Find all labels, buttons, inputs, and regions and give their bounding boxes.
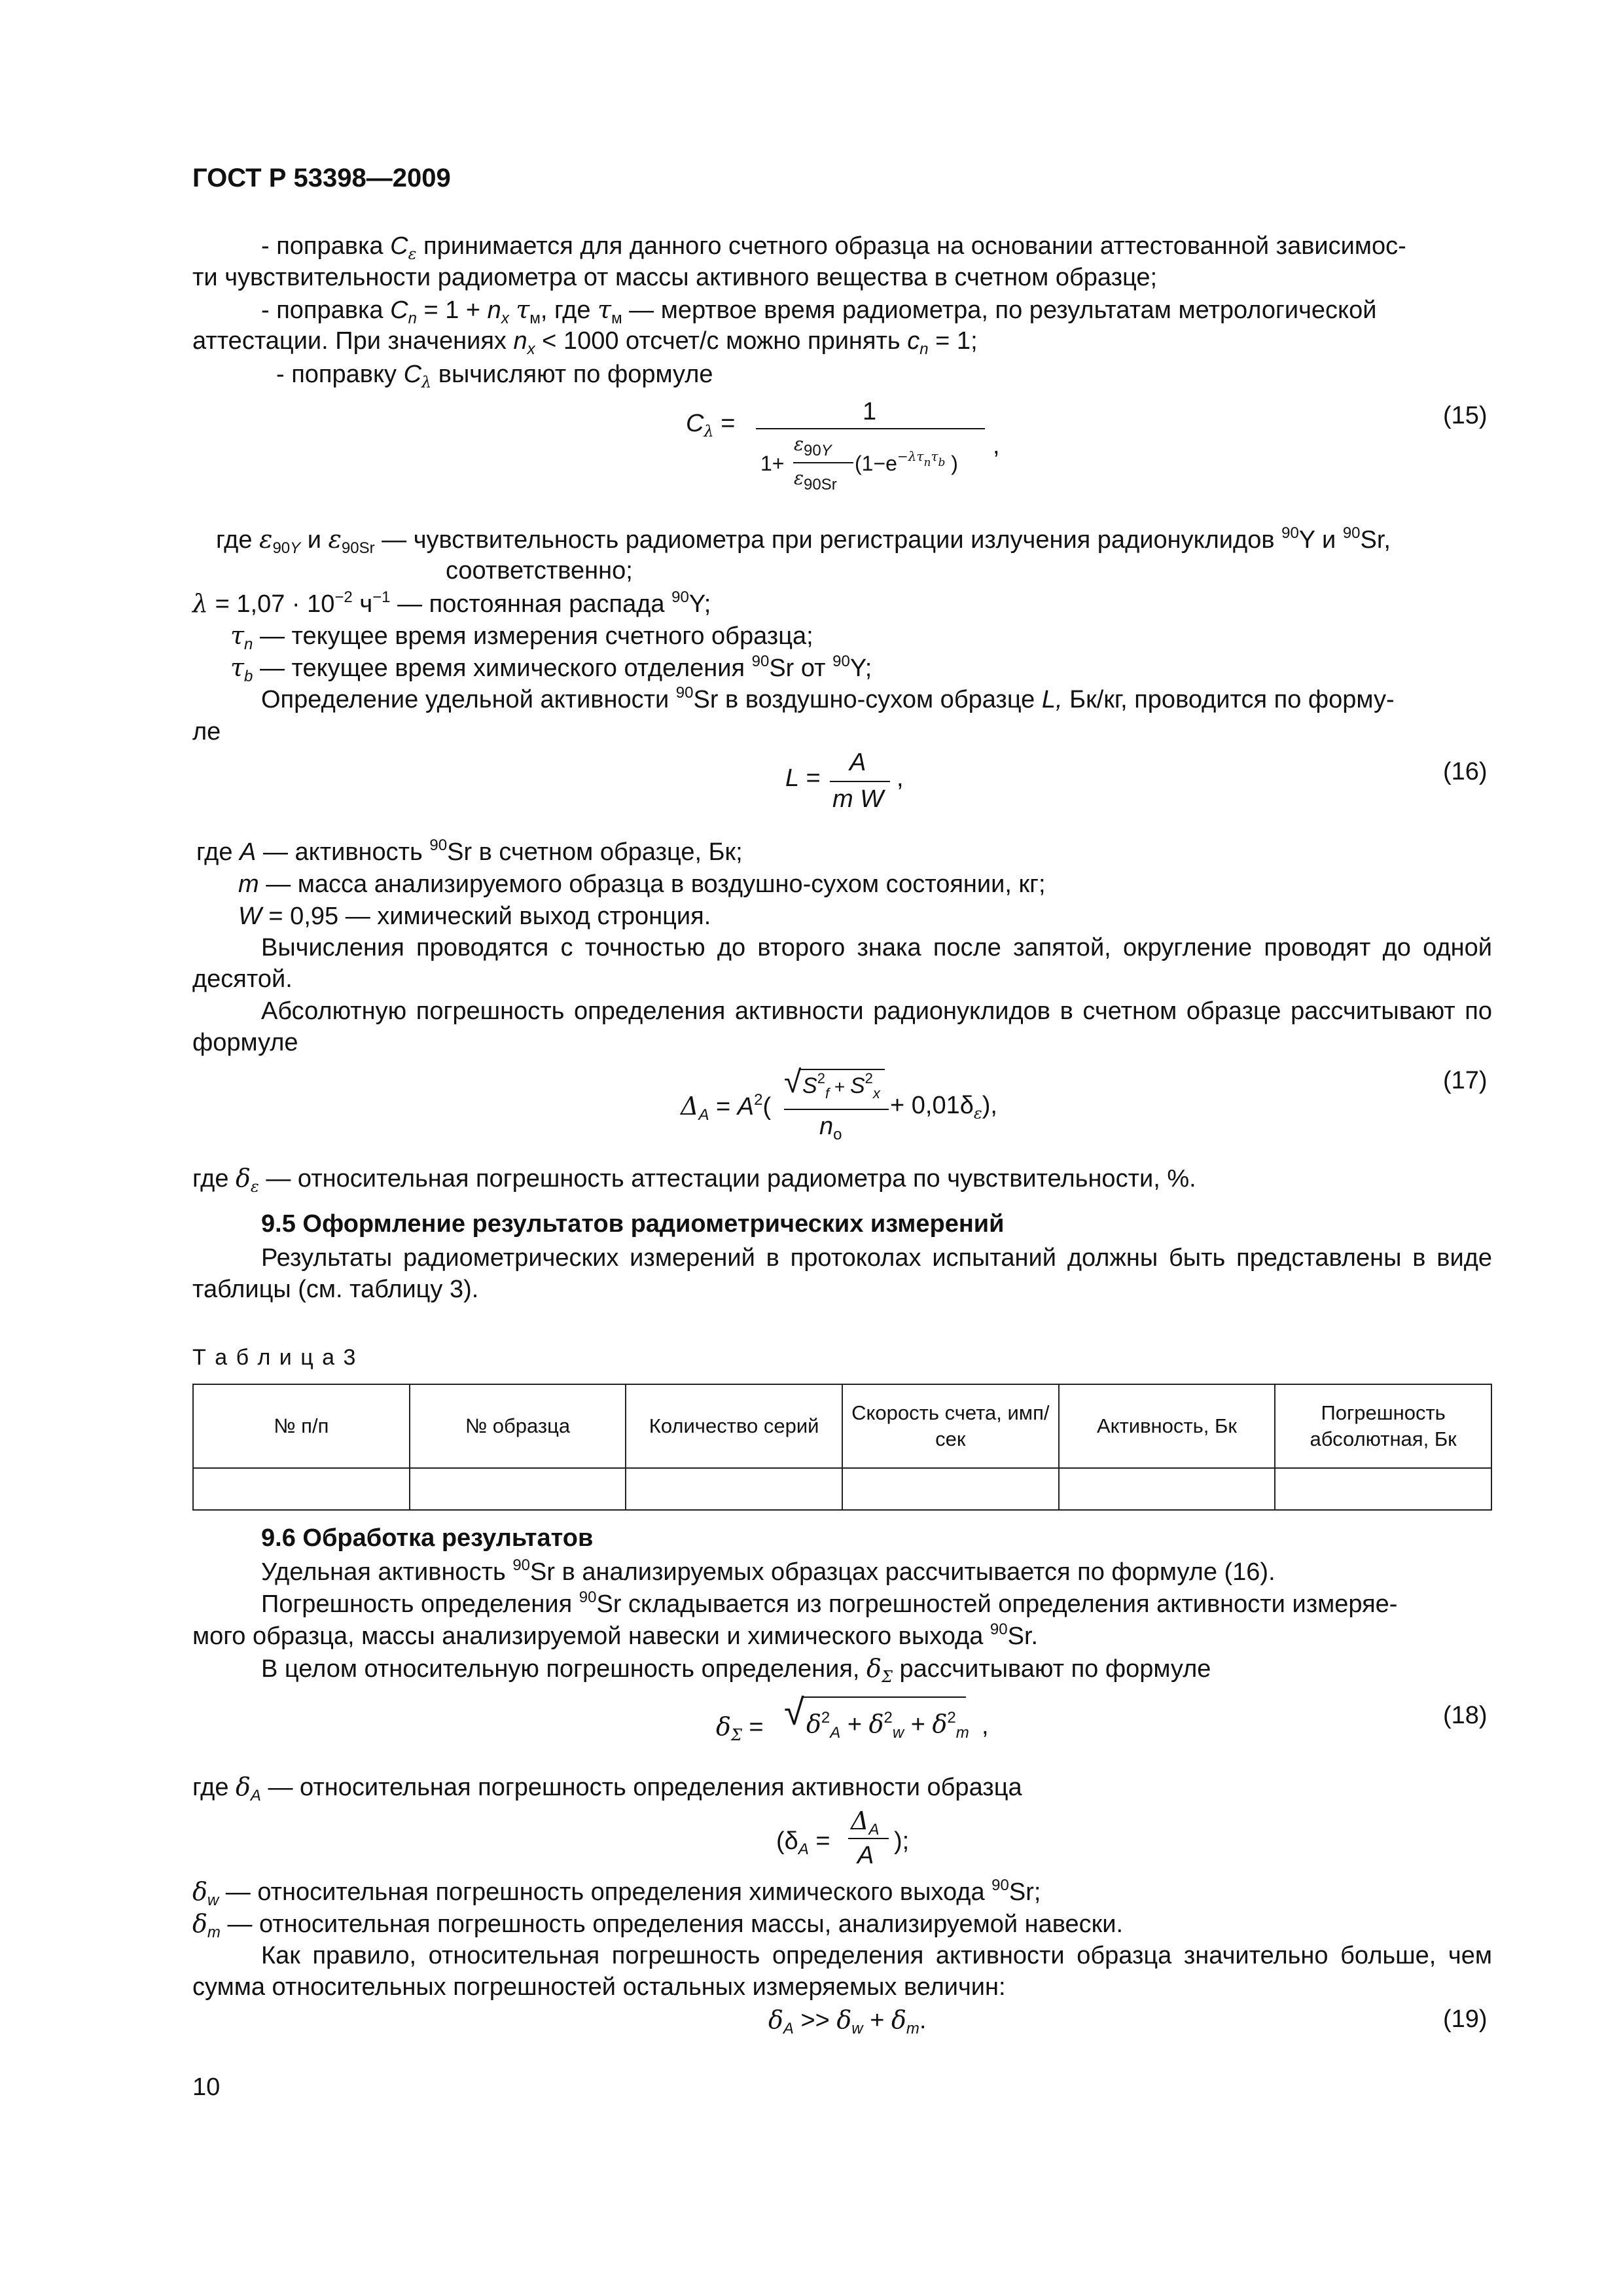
section-heading-9-5: 9.5 Оформление результатов радиометрических измерений <box>261 1210 1005 1238</box>
paragraph-calculation-precision: Вычисления проводятся с точностью до второго знака после запятой, округление проводят до одной десятой. <box>192 934 1492 993</box>
table-cell <box>410 1468 626 1510</box>
equation-number-19: (19) <box>1443 2005 1488 2033</box>
equation-number-18: (18) <box>1443 1702 1488 1729</box>
section-heading-9-6: 9.6 Обработка результатов <box>261 1524 594 1552</box>
table-header-cell: № п/п <box>193 1384 410 1468</box>
table-header-cell: Погрешность абсолютная, Бк <box>1275 1384 1491 1468</box>
table-header-cell: Активность, Бк <box>1059 1384 1275 1468</box>
paragraph-line: аттестации. При значениях $n_x < 1000$ отсчет/с можно принять $c_n = 1$; <box>192 327 978 358</box>
table-row <box>193 1468 1491 1510</box>
paragraph-correction-cn: - поправка $C_n = 1 + n_x$ $\tau_м$, где $\tau_м$ — мертвое время радиометра, по результатам метрологической <box>261 295 1377 327</box>
equation-number-15: (15) <box>1443 402 1488 429</box>
where-clause-16: где A — активность $^{90}$Sr в счетном образце, Бк; <box>196 836 743 866</box>
document-header: ГОСТ Р 53398—2009 <box>192 164 451 192</box>
lambda-definition: $\lambda = 1,07 \cdot 10^{-2}$ $ч^{-1}$ — постоянная распада $^{90}$Y; <box>192 588 711 618</box>
page-number: 10 <box>192 2073 221 2101</box>
paragraph-absolute-error: Абсолютную погрешность определения активности радионуклидов в счетном образце рассчитывают по формуле <box>192 997 1492 1056</box>
paragraph-line: ти чувствительности радиометра от массы активного вещества в счетном образце; <box>192 264 1158 291</box>
equation-number-16: (16) <box>1443 758 1488 785</box>
delta-m-definition: $\delta_m$ — относительная погрешность определения массы, анализируемой навески. <box>192 1909 1124 1941</box>
paragraph-results-presentation: Результаты радиометрических измерений в протоколах испытаний должны быть представлены в виде таблицы (см. таблицу 3). <box>192 1244 1492 1303</box>
where-clause-15: где $\varepsilon_{90Y}$ и $\varepsilon_{90Sr}$ — чувствительность радиометра при регистрации излучения радионуклидов $^{90}$Y и $^{90}$Sr, <box>216 524 1391 557</box>
paragraph-correction-c-lambda: - поправку $C_\lambda$ вычисляют по формуле <box>276 361 713 391</box>
paragraph-correction-c-eps: - поправка $C_\varepsilon$ принимается для данного счетного образца на основании аттестованной зависимос- <box>261 232 1406 263</box>
m-definition: m — масса анализируемого образца в воздушно-сухом состоянии, кг; <box>238 870 1046 898</box>
where-clause-17: где $\delta_\varepsilon$ — относительная погрешность аттестации радиометра по чувствительности, %. <box>192 1164 1196 1196</box>
table-cell <box>842 1468 1059 1510</box>
table-header-row <box>193 1384 1491 1468</box>
table-header-cell: Скорость счета, имп/сек <box>842 1384 1059 1468</box>
table-cell <box>193 1468 410 1510</box>
equation-number-17: (17) <box>1443 1067 1488 1094</box>
table-cell <box>626 1468 842 1510</box>
table-header-cell: № образца <box>410 1384 626 1468</box>
table-cell <box>1059 1468 1275 1510</box>
paragraph-relative-error: В целом относительную погрешность определения, $\delta_\Sigma$ рассчитывают по формуле <box>261 1654 1211 1686</box>
paragraph-error-dominance: Как правило, относительная погрешность определения активности образца значительно больше, чем сумма относительных погрешностей остальных измеряемых величин: <box>192 1942 1492 2001</box>
table-header-cell: Количество серий <box>626 1384 842 1468</box>
table-cell <box>1275 1468 1491 1510</box>
equation-19: $\delta_A >> \delta_w + \delta_m$. <box>768 2005 927 2037</box>
tau-b-definition: $\tau_b$ — текущее время химического отделения $^{90}$Sr от $^{90}$Y; <box>230 653 872 685</box>
delta-w-definition: $\delta_w$ — относительная погрешность определения химического выхода $^{90}$Sr; <box>192 1876 1041 1909</box>
paragraph-specific-activity: Определение удельной активности $^{90}$Sr в воздушно-сухом образце L, Бк/кг, проводится по форму- <box>261 684 1395 713</box>
paragraph-specific-activity-calc: Удельная активность $^{90}$Sr в анализируемых образцах рассчитывается по формуле (16). <box>261 1556 1275 1586</box>
results-table <box>192 1384 1492 1511</box>
paragraph-error-composition: Погрешность определения $^{90}$Sr складывается из погрешностей определения активности измеряе- <box>261 1588 1398 1618</box>
tau-n-definition: $\tau_n$ — текущее время измерения счетного образца; <box>230 621 813 653</box>
where-clause-18: где $\delta_A$ — относительная погрешность определения активности образца <box>192 1772 1022 1804</box>
document-page: ГОСТ Р 53398—2009 - поправка $C_\varepsilon$ принимается для данного счетного образца на основании аттестованной зависимос- ти чувствительности радиометра от массы активного вещества в счетном образце; - поправка $C_n = 1 + n_x$ $\tau_м$, где $\tau_м$ — мертвое время радиометра, по результатам метрологической аттестации. При значениях $n_x < 1000$ отсчет/с можно принять $c_n = 1$; - поправку $C_\lambda$ вычисляют по формуле $C_\lambda$ = 1 1+ $\varepsilon_{90Y}$ $\varepsilon_{90Sr}$ ($1-e^{-\lambda\tau_n\tau_b}$ ) , (15) где $\varepsilon_{90Y}$ и $\varepsilon_{90Sr}$ — чувствительность радиометра при регистрации излучения радионуклидов $^{90}$Y и $^{90}$Sr, соответственно; $\lambda = 1,07 \cdot 10^{-2}$ $ч^{-1}$ — постоянная распада $^{90}$Y; $\tau_n$ — текущее время измерения счетного образца; $\tau_b$ — текущее время химического отделения $^{90}$Sr от $^{90}$Y; Определение удельной активности $^{90}$Sr в воздушно-сухом образце L, Бк/кг, проводится по форму- ле L = A m W , (16) где A — активность $^{90}$Sr в счетном образце, Бк; m — масса анализируемого образца в воздушно-сухом состоянии, кг; W = 0,95 — химический выход стронция. Вычисления проводятся с точностью до второго знака после запятой, округление проводят до одной десятой. Абсолютную погрешность определения активности радионуклидов в счетном образце рассчитывают по формуле $\Delta_A = A^2$( √ $S^2_f + S^2_x$ $n_o$ + $0,01\delta_\varepsilon$), (17) где $\delta_\varepsilon$ — относительная погрешность аттестации радиометра по чувствительности, %. 9.5 Оформление результатов радиометрических измерений Результаты радиометрических измерений в протоколах испытаний должны быть представлены в виде таблицы (см. таблицу 3). Т а б л и ц а 3 № п/п № образца Количество серий Скорость счета, имп/сек Активность, Бк Погрешность абсолютная, Бк 9.6 Обработка результатов Удельная активность $^{90}$Sr в анализируемых образцах рассчитывается по формуле (16). Погрешность определения $^{90}$Sr складывается из погрешностей определения активности измеряе- мого образца, массы анализируемой навески и химического выхода $^{90}$Sr. В целом относительную погрешность определения, $\delta_\Sigma$ рассчитывают по формуле $\delta_\Sigma$ = √ $\delta^2_A + \delta^2_w + \delta^2_m$ , (18) где $\delta_A$ — относительная погрешность определения активности образца ($\delta_A$ = $\Delta_A$ A ); $\delta_w$ — относительная погрешность определения химического выхода $^{90}$Sr; $\delta_m$ — относительная погрешность определения массы, анализируемой навески. Как правило, относительная погрешность определения активности образца значительно больше, чем сумма относительных погрешностей остальных измеряемых величин: $\delta_A >> \delta_w + \delta_m$. (19) 10 <box>192 164 1492 2101</box>
w-definition: W = 0,95 — химический выход стронция. <box>238 903 711 930</box>
table-caption: Т а б л и ц а 3 <box>192 1345 357 1370</box>
